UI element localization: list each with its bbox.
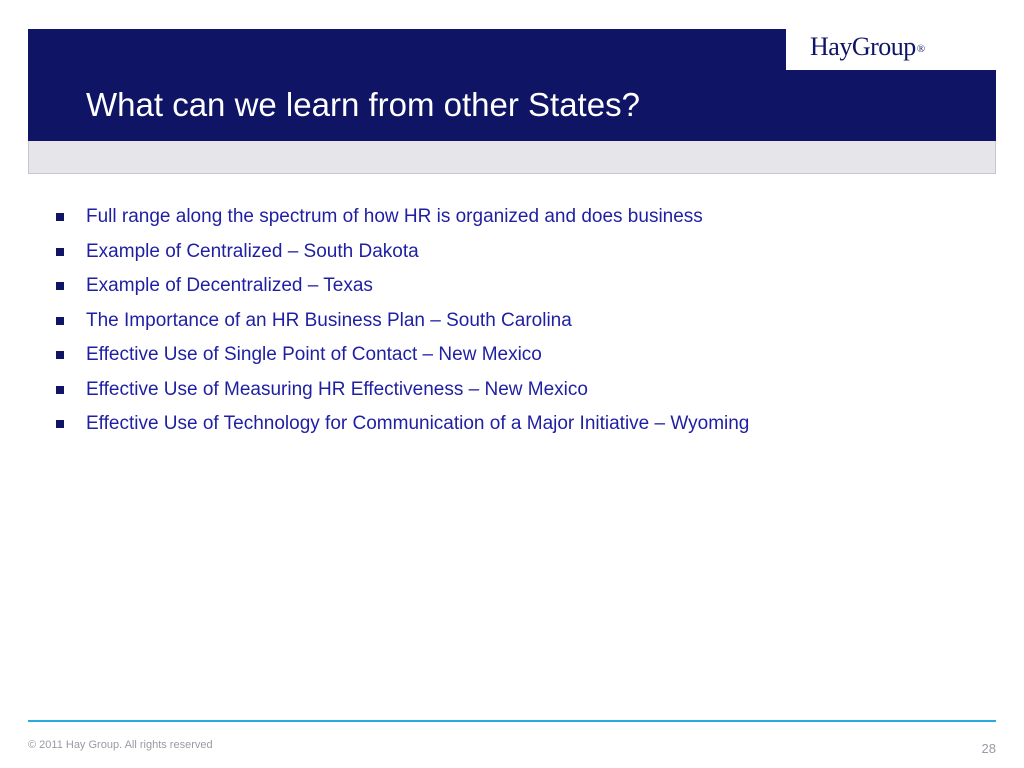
- square-bullet-icon: [56, 213, 64, 221]
- bullet-text: Effective Use of Measuring HR Effectiveness – New Mexico: [86, 378, 588, 400]
- bullet-item: [56, 235, 749, 270]
- page-number: 28: [981, 741, 996, 756]
- square-bullet-icon: [56, 282, 64, 290]
- square-bullet-icon: [56, 386, 64, 394]
- bullet-text: Effective Use of Single Point of Contact – New Mexico: [86, 344, 542, 366]
- bullet-text: Example of Centralized – South Dakota: [86, 240, 419, 262]
- bullet-item: [56, 373, 749, 408]
- footer-divider: [28, 720, 996, 722]
- bullet-item: [56, 269, 749, 304]
- subheader-band: [28, 141, 996, 174]
- logo-wordmark: [810, 32, 925, 62]
- bullet-text: The Importance of an HR Business Plan – South Carolina: [86, 309, 572, 331]
- bullet-text: Example of Decentralized – Texas: [86, 275, 373, 297]
- slide-title: What can we learn from other States?: [86, 86, 640, 123]
- square-bullet-icon: [56, 420, 64, 428]
- bullet-text: Full range along the spectrum of how HR is organized and does business: [86, 206, 703, 228]
- bullet-text: Effective Use of Technology for Communication of a Major Initiative – Wyoming: [86, 413, 750, 435]
- bullet-item: [56, 200, 749, 235]
- bullet-list: [56, 200, 749, 442]
- logo-text: HayGroup: [810, 32, 916, 61]
- copyright-notice: © 2011 Hay Group. All rights reserved: [28, 739, 213, 751]
- square-bullet-icon: [56, 248, 64, 256]
- bullet-item: [56, 304, 749, 339]
- registered-mark: ®: [916, 43, 925, 55]
- company-logo: [786, 29, 996, 70]
- bullet-item: [56, 407, 749, 442]
- square-bullet-icon: [56, 317, 64, 325]
- bullet-item: [56, 338, 749, 373]
- square-bullet-icon: [56, 351, 64, 359]
